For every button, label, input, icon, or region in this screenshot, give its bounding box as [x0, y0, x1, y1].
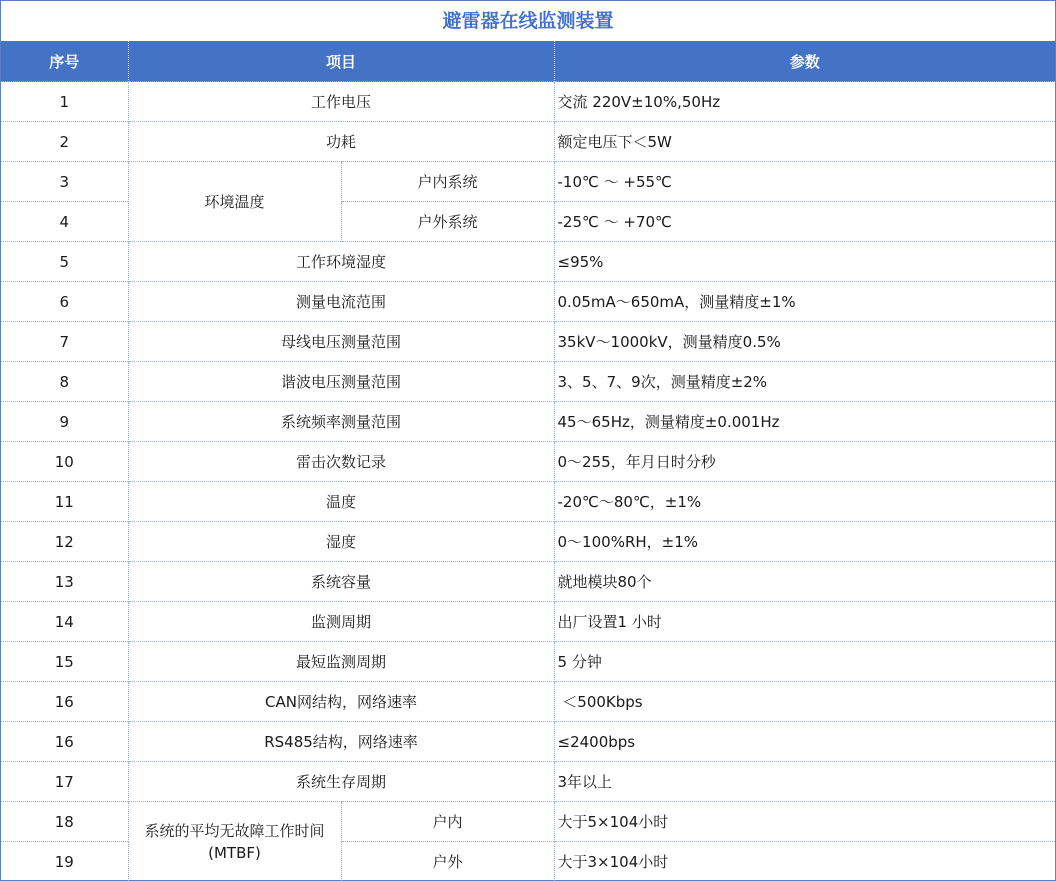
row-item-mtbf — [128, 802, 341, 881]
row-no: 7 — [1, 322, 128, 362]
row-no: 14 — [1, 602, 128, 642]
header-item: 项目 — [128, 41, 554, 82]
table-row — [1, 802, 1055, 842]
row-no: 18 — [1, 802, 128, 842]
row-item: CAN网结构，网络速率 — [128, 682, 554, 722]
row-no: 16 — [1, 722, 128, 762]
row-item: 测量电流范围 — [128, 282, 554, 322]
row-param: ＜500Kbps — [554, 682, 1055, 722]
row-subitem: 户外系统 — [341, 202, 554, 242]
table-row — [1, 522, 1055, 562]
row-no: 3 — [1, 162, 128, 202]
row-no: 13 — [1, 562, 128, 602]
row-item: 工作电压 — [128, 82, 554, 122]
row-item: 最短监测周期 — [128, 642, 554, 682]
row-param: 45～65Hz，测量精度±0.001Hz — [554, 402, 1055, 442]
row-item: RS485结构，网络速率 — [128, 722, 554, 762]
table-row — [1, 162, 1055, 202]
row-item: 系统生存周期 — [128, 762, 554, 802]
page-title: 避雷器在线监测装置 — [442, 10, 614, 32]
row-param: 大于3×104小时 — [554, 842, 1055, 881]
row-param: -10℃ ～ +55℃ — [554, 162, 1055, 202]
table-row — [1, 442, 1055, 482]
row-item: 湿度 — [128, 522, 554, 562]
table-row — [1, 602, 1055, 642]
table-row — [1, 682, 1055, 722]
table-row — [1, 762, 1055, 802]
table-row — [1, 402, 1055, 442]
row-param: 0～255，年月日时分秒 — [554, 442, 1055, 482]
spec-table — [1, 41, 1055, 881]
row-param: 3年以上 — [554, 762, 1055, 802]
row-no: 15 — [1, 642, 128, 682]
row-param: -25℃ ～ +70℃ — [554, 202, 1055, 242]
row-no: 12 — [1, 522, 128, 562]
row-param: -20℃～80℃，±1% — [554, 482, 1055, 522]
row-item: 雷击次数记录 — [128, 442, 554, 482]
row-no: 1 — [1, 82, 128, 122]
table-header-row — [1, 41, 1055, 82]
row-param: 额定电压下＜5W — [554, 122, 1055, 162]
mtbf-label: 系统的平均无故障工作时间 — [144, 821, 325, 840]
row-param: 5 分钟 — [554, 642, 1055, 682]
table-row — [1, 82, 1055, 122]
table-row — [1, 562, 1055, 602]
row-no: 10 — [1, 442, 128, 482]
row-param: ≤95% — [554, 242, 1055, 282]
table-row — [1, 362, 1055, 402]
row-no: 19 — [1, 842, 128, 881]
row-item: 工作环境湿度 — [128, 242, 554, 282]
header-no: 序号 — [1, 41, 128, 82]
table-row — [1, 322, 1055, 362]
row-item: 系统频率测量范围 — [128, 402, 554, 442]
row-item: 功耗 — [128, 122, 554, 162]
row-no: 9 — [1, 402, 128, 442]
row-no: 16 — [1, 682, 128, 722]
table-row — [1, 482, 1055, 522]
header-param: 参数 — [554, 41, 1055, 82]
row-subitem: 户内 — [341, 802, 554, 842]
row-subitem: 户内系统 — [341, 162, 554, 202]
row-no: 8 — [1, 362, 128, 402]
row-no: 5 — [1, 242, 128, 282]
row-no: 11 — [1, 482, 128, 522]
row-subitem: 户外 — [341, 842, 554, 881]
row-no: 4 — [1, 202, 128, 242]
row-no: 6 — [1, 282, 128, 322]
table-row — [1, 722, 1055, 762]
row-param: 大于5×104小时 — [554, 802, 1055, 842]
row-no: 17 — [1, 762, 128, 802]
row-item: 环境温度 — [128, 162, 341, 242]
row-item: 监测周期 — [128, 602, 554, 642]
row-param: 交流 220V±10%,50Hz — [554, 82, 1055, 122]
row-param: 出厂设置1 小时 — [554, 602, 1055, 642]
table-row — [1, 122, 1055, 162]
row-param: 就地模块80个 — [554, 562, 1055, 602]
table-row — [1, 242, 1055, 282]
row-param: 35kV～1000kV，测量精度0.5% — [554, 322, 1055, 362]
row-param: ≤2400bps — [554, 722, 1055, 762]
row-param: 0.05mA～650mA，测量精度±1% — [554, 282, 1055, 322]
row-param: 0～100%RH，±1% — [554, 522, 1055, 562]
row-no: 2 — [1, 122, 128, 162]
table-row — [1, 282, 1055, 322]
table-row — [1, 642, 1055, 682]
row-item: 温度 — [128, 482, 554, 522]
row-param: 3、5、7、9次，测量精度±2% — [554, 362, 1055, 402]
row-item: 母线电压测量范围 — [128, 322, 554, 362]
row-item: 谐波电压测量范围 — [128, 362, 554, 402]
mtbf-abbrev: (MTBF) — [208, 843, 261, 862]
row-item: 系统容量 — [128, 562, 554, 602]
